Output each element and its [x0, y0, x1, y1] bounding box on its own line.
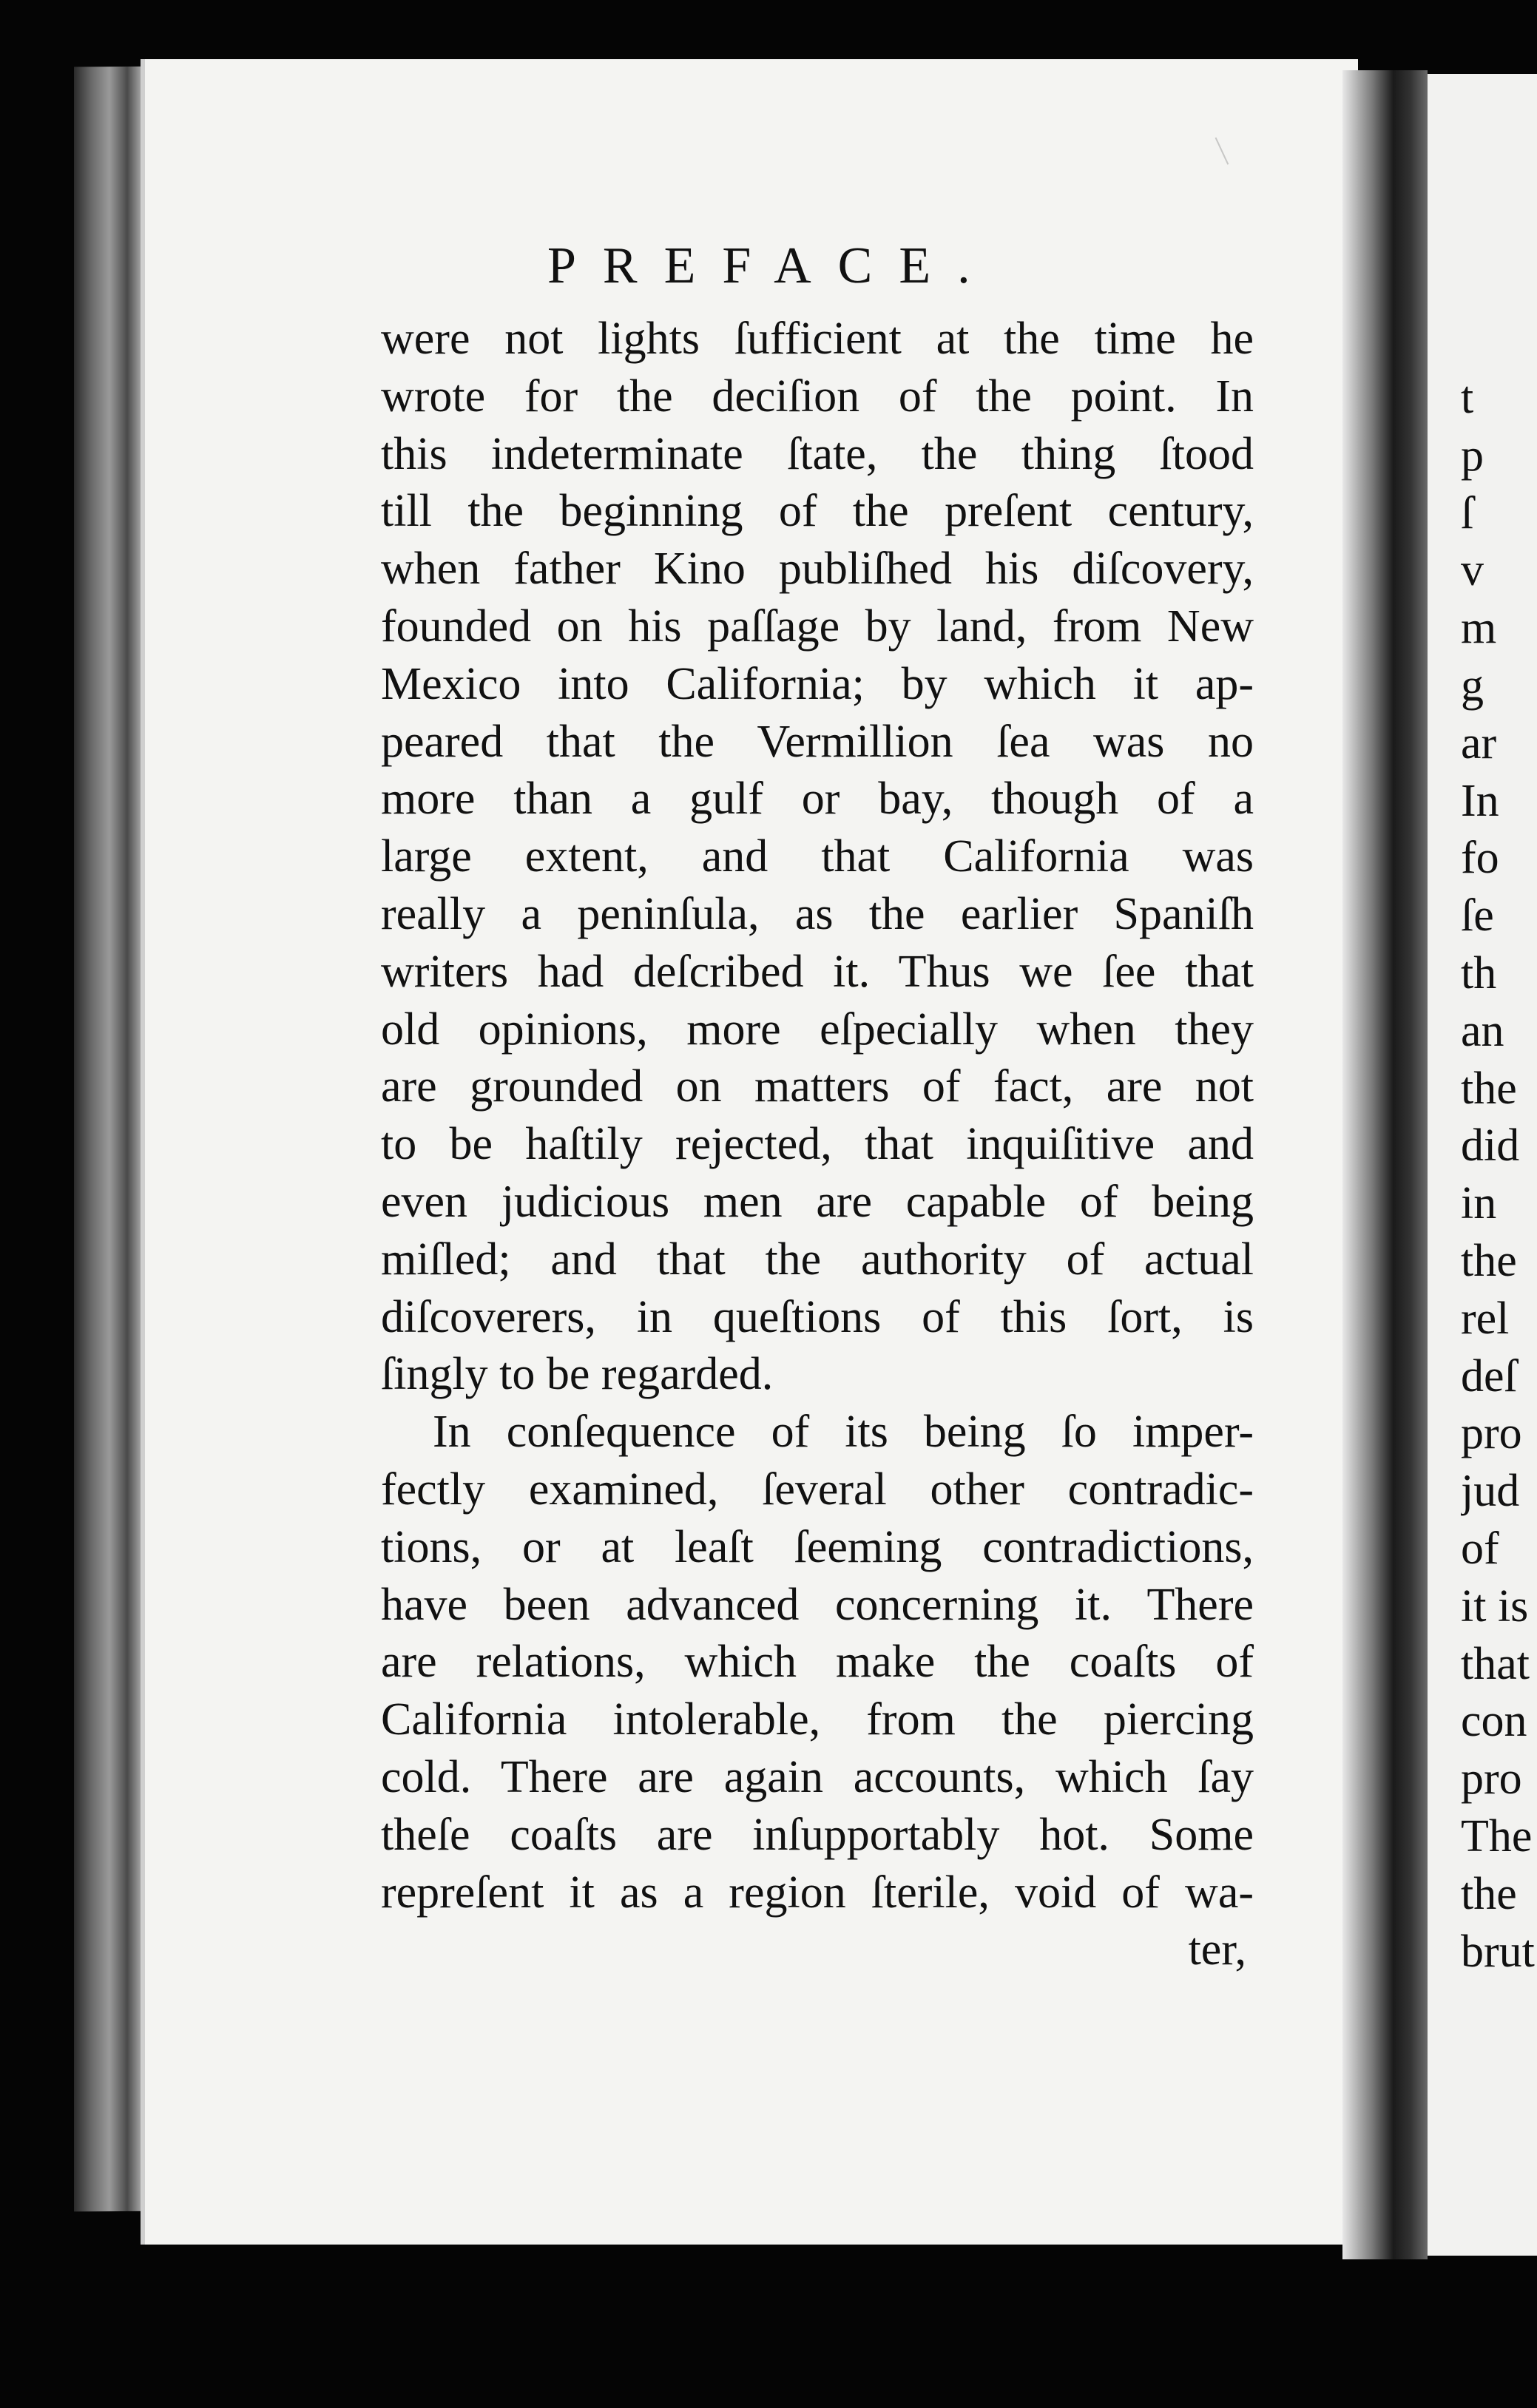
facing-line: that [1461, 1638, 1530, 1689]
text-line: more than a gulf or bay, though of a [381, 774, 1254, 825]
facing-line: In [1461, 775, 1499, 826]
text-line: large extent, and that California was [381, 831, 1254, 882]
facing-line: th [1461, 947, 1497, 998]
text-line: were not lights ſufficient at the time he [381, 314, 1254, 364]
text-line: California intolerable, from the piercing [381, 1694, 1254, 1745]
facing-line: it is [1461, 1580, 1529, 1631]
facing-line: fo [1461, 833, 1499, 884]
facing-line: deſ [1461, 1350, 1517, 1401]
text-line: diſcoverers, in queſtions of this ſort, is [381, 1291, 1254, 1342]
facing-line: brut [1461, 1926, 1535, 1977]
text-line: when father Kino publiſhed his diſcovery, [381, 544, 1254, 595]
text-line: are grounded on matters of fact, are not [381, 1061, 1254, 1112]
text-line: have been advanced concerning it. There [381, 1579, 1254, 1630]
facing-line: an [1461, 1005, 1504, 1056]
running-head: PREFACE. [547, 237, 997, 294]
text-line: ſingly to be regarded. [381, 1349, 774, 1400]
text-line: are relations, which make the coaſts of [381, 1637, 1254, 1688]
text-line: wrote for the deciſion of the point. In [381, 371, 1254, 422]
facing-line: the [1461, 1063, 1517, 1114]
text-line: miſled; and that the authority of actual [381, 1234, 1254, 1285]
text-line: writers had deſcribed it. Thus we ſee that [381, 946, 1254, 997]
book-gutter [1342, 70, 1428, 2259]
text-line: even judicious men are capable of being [381, 1176, 1254, 1227]
text-line: this indeterminate ſtate, the thing ſtood [381, 428, 1254, 479]
text-line: founded on his paſſage by land, from New [381, 601, 1254, 652]
body-text [381, 311, 1254, 1979]
facing-line: rel [1461, 1293, 1510, 1344]
facing-line: jud [1461, 1466, 1520, 1517]
text-line: Mexico into California; by which it ap- [381, 658, 1254, 709]
facing-line: t [1461, 373, 1474, 423]
facing-line: the [1461, 1235, 1517, 1286]
text-line: peared that the Vermillion ſea was no [381, 716, 1254, 767]
facing-line: pro [1461, 1753, 1522, 1805]
text-line: old opinions, more eſpecially when they [381, 1004, 1254, 1055]
facing-line: in [1461, 1178, 1497, 1229]
facing-line: pro [1461, 1408, 1522, 1459]
facing-line: of [1461, 1523, 1499, 1574]
text-line: really a peninſula, as the earlier Spaniſh [381, 888, 1254, 939]
facing-line: ſe [1461, 890, 1494, 941]
text-line: repreſent it as a region ſterile, void of wa- [381, 1867, 1254, 1918]
facing-line: ar [1461, 717, 1497, 768]
text-line: fectly examined, ſeveral other contradic- [381, 1464, 1254, 1515]
facing-line: did [1461, 1120, 1520, 1171]
text-line: cold. There are again accounts, which ſay [381, 1751, 1254, 1802]
text-line: to be haſtily rejected, that inquiſitive and [381, 1119, 1254, 1170]
facing-line: ſ [1461, 487, 1474, 538]
facing-line: the [1461, 1868, 1517, 1919]
catchword: ter, [1188, 1924, 1246, 1975]
facing-page-text [1461, 370, 1537, 1981]
facing-line: con [1461, 1696, 1527, 1747]
text-line: theſe coaſts are inſupportably hot. Some [381, 1809, 1254, 1860]
text-line: till the beginning of the preſent century, [381, 486, 1254, 537]
facing-line: g [1461, 660, 1484, 711]
facing-line: v [1461, 545, 1484, 596]
text-line: In conſequence of its being ſo imper- [433, 1407, 1254, 1458]
text-line: tions, or at leaſt ſeeming contradictions, [381, 1521, 1254, 1572]
facing-line: p [1461, 430, 1484, 481]
facing-line: m [1461, 603, 1497, 654]
facing-line: The [1461, 1810, 1533, 1861]
